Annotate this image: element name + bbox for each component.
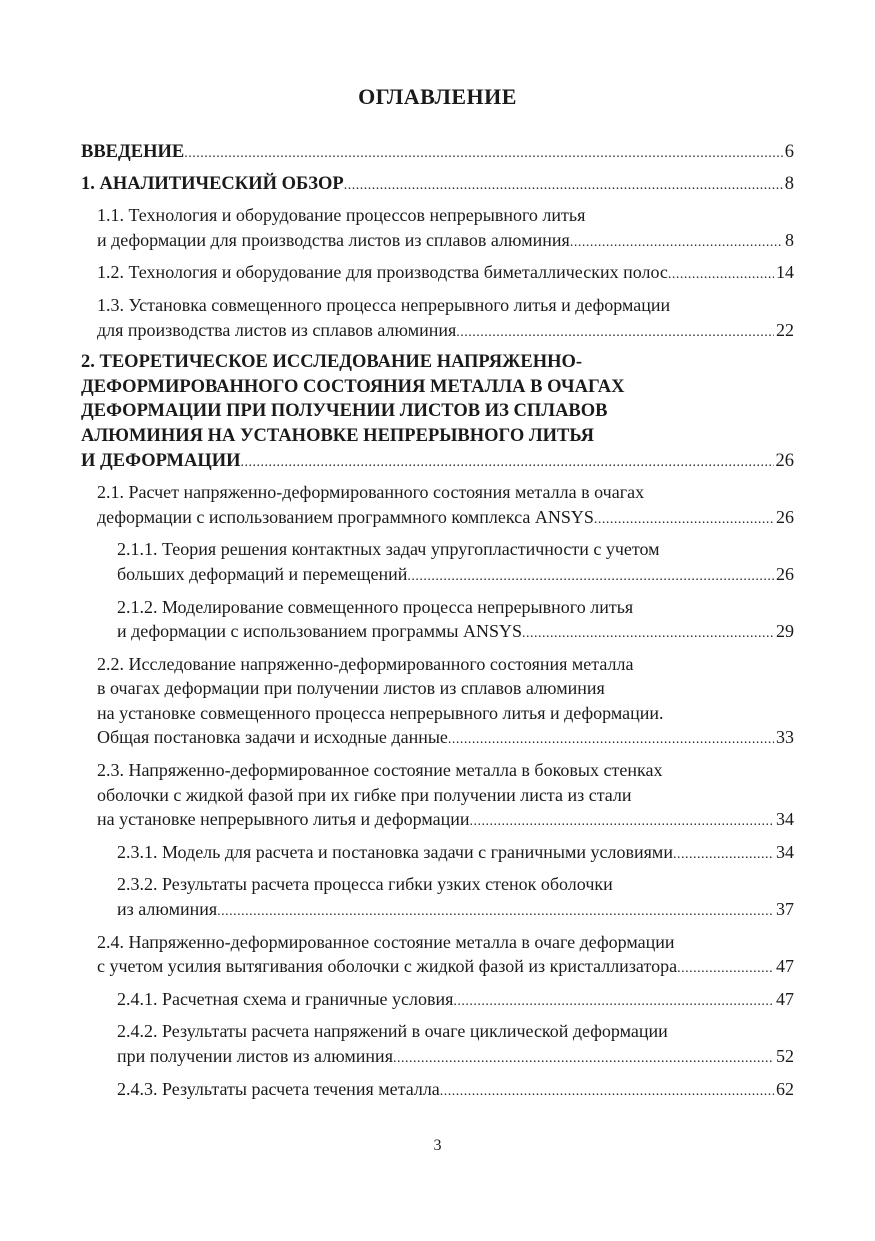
toc-entry-text-line: 2.3.2. Результаты расчета процесса гибки узких стенок оболочки <box>117 874 613 895</box>
dot-leader <box>448 725 774 753</box>
dot-leader <box>344 172 783 199</box>
toc-entry[interactable] <box>81 203 794 255</box>
toc-entry[interactable] <box>81 293 794 345</box>
dot-leader <box>217 897 774 925</box>
toc-entry-text-line: И ДЕФОРМАЦИИ <box>81 450 241 471</box>
toc-entry[interactable] <box>81 480 794 532</box>
dot-leader <box>673 840 774 868</box>
toc-page-number: 29 <box>776 621 794 642</box>
toc-page-number: 62 <box>776 1078 794 1099</box>
toc-page-number: 47 <box>776 956 794 977</box>
table-of-contents <box>81 140 794 1109</box>
toc-entry[interactable] <box>81 872 794 924</box>
toc-page-number: 6 <box>784 142 794 162</box>
toc-entry-text-line: 2.1. Расчет напряженно-деформированного состояния металла в очагах <box>97 482 645 503</box>
toc-entry-text-line: ДЕФОРМИРОВАННОГО СОСТОЯНИЯ МЕТАЛЛА В ОЧАГАХ <box>81 376 625 397</box>
toc-entry[interactable] <box>81 930 794 982</box>
toc-page-number: 14 <box>776 262 794 283</box>
toc-entry-text-line: 2.3. Напряженно-деформированное состояние металла в боковых стенках <box>97 760 663 781</box>
toc-page-number: 52 <box>776 1046 794 1066</box>
toc-entry-text-line: 1.3. Установка совмещенного процесса непрерывного литья и деформации <box>97 294 671 315</box>
toc-entry[interactable] <box>81 840 794 868</box>
dot-leader <box>393 1044 774 1072</box>
toc-entry[interactable] <box>81 350 794 475</box>
toc-entry-text-line: 2.4. Напряженно-деформированное состояние металла в очаге деформации <box>97 931 675 952</box>
toc-entry-text-line: 2.1.1. Теория решения контактных задач упругопластичности с учетом <box>117 539 660 560</box>
dot-leader <box>677 954 774 982</box>
dot-leader <box>570 228 783 256</box>
toc-entry-text-line: больших деформаций и перемещений <box>117 563 408 584</box>
toc-entry-text-line: 1.2. Технология и оборудование для производства биметаллических полос <box>97 262 668 283</box>
toc-entry-text-line: Общая постановка задачи и исходные данные <box>97 727 448 748</box>
toc-entry-text-line: и деформации для производства листов из сплавов алюминия <box>97 229 570 250</box>
dot-leader <box>594 505 774 533</box>
dot-leader <box>456 318 774 346</box>
toc-entry[interactable] <box>81 1077 794 1105</box>
toc-entry-text-line: при получении листов из алюминия <box>117 1046 393 1066</box>
toc-page-number: 37 <box>776 899 794 920</box>
toc-entry[interactable] <box>81 172 794 199</box>
toc-entry[interactable] <box>81 537 794 589</box>
dot-leader <box>407 562 774 590</box>
toc-entry-text-line: АЛЮМИНИЯ НА УСТАНОВКЕ НЕПРЕРЫВНОГО ЛИТЬЯ <box>81 425 594 446</box>
toc-entry[interactable] <box>81 758 794 835</box>
dot-leader <box>440 1077 774 1105</box>
dot-leader <box>522 619 774 647</box>
toc-entry[interactable] <box>81 1019 794 1071</box>
toc-page-number: 26 <box>775 450 794 471</box>
dot-leader <box>470 807 774 835</box>
toc-page-number: 26 <box>776 563 794 584</box>
toc-entry-text-line: 1.1. Технология и оборудование процессов непрерывного литья <box>97 205 586 226</box>
toc-entry-text-line: для производства листов из сплавов алюминия <box>97 319 457 340</box>
toc-entry[interactable] <box>81 140 794 167</box>
toc-page-number: 33 <box>776 727 794 748</box>
toc-entry-text-line: на установке непрерывного литья и деформации <box>97 809 470 830</box>
toc-entry-text-line: 2.4.1. Расчетная схема и граничные условия <box>117 988 454 1009</box>
dot-leader <box>668 260 774 288</box>
page-title: ОГЛАВЛЕНИЕ <box>358 84 517 109</box>
toc-entry-text-line: в очагах деформации при получении листов из сплавов алюминия <box>97 678 605 699</box>
toc-entry[interactable] <box>81 652 794 753</box>
dot-leader <box>453 987 774 1015</box>
dot-leader <box>241 449 774 476</box>
toc-entry-text-line: 2.1.2. Моделирование совмещенного процесса непрерывного литья <box>117 596 634 617</box>
toc-page-number: 47 <box>776 988 794 1009</box>
toc-entry-text-line: из алюминия <box>117 899 218 920</box>
toc-page-number: 8 <box>784 173 794 194</box>
toc-entry-text-line: ВВЕДЕНИЕ <box>81 142 185 162</box>
toc-entry-text-line: оболочки с жидкой фазой при их гибке при получении листа из стали <box>97 784 632 805</box>
toc-entry-text-line: 2.3.1. Модель для расчета и постановка задачи с граничными условиями <box>117 841 673 862</box>
toc-entry-text-line: на установке совмещенного процесса непрерывного литья и деформации. <box>97 702 664 723</box>
toc-entry[interactable] <box>81 260 794 288</box>
toc-page-number: 22 <box>776 319 794 340</box>
toc-entry-text-line: ДЕФОРМАЦИИ ПРИ ПОЛУЧЕНИИ ЛИСТОВ ИЗ СПЛАВОВ <box>81 401 608 422</box>
page-number: 3 <box>433 1137 442 1154</box>
toc-entry-text-line: 2.4.3. Результаты расчета течения металла <box>117 1078 440 1099</box>
toc-entry[interactable] <box>81 987 794 1015</box>
toc-entry-text-line: 2.4.2. Результаты расчета напряжений в очаге циклической деформации <box>117 1021 668 1042</box>
dot-leader <box>184 140 783 167</box>
toc-entry-text-line: и деформации с использованием программы ANSYS <box>117 621 523 642</box>
toc-entry-text-line: с учетом усилия вытягивания оболочки с жидкой фазой из кристаллизатора <box>97 956 678 977</box>
toc-entry[interactable] <box>81 595 794 647</box>
toc-page-number: 34 <box>776 809 794 830</box>
toc-page-number: 34 <box>776 841 794 862</box>
toc-entry-text-line: 1. АНАЛИТИЧЕСКИЙ ОБЗОР <box>81 173 344 194</box>
toc-entry-text-line: 2.2. Исследование напряженно-деформированного состояния металла <box>97 653 634 674</box>
toc-entry-text-line: деформации с использованием программного комплекса ANSYS <box>97 506 594 527</box>
toc-page-number: 8 <box>785 229 794 250</box>
toc-page-number: 26 <box>776 506 794 527</box>
toc-entry-text-line: 2. ТЕОРЕТИЧЕСКОЕ ИССЛЕДОВАНИЕ НАПРЯЖЕННО- <box>81 352 583 373</box>
